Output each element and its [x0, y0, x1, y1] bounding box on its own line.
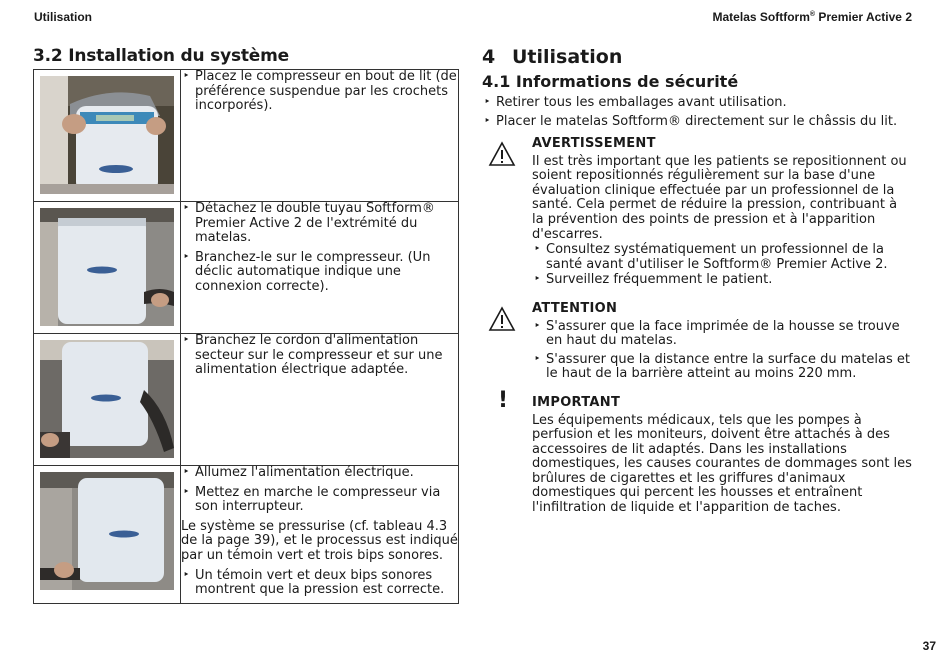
compressor-switch-photo [40, 472, 174, 590]
step-3-image-cell [34, 334, 181, 466]
step-1-image-cell [34, 70, 181, 202]
installation-steps-table [33, 69, 459, 604]
caution-triangle-icon [488, 306, 516, 332]
table-row [34, 70, 459, 202]
list-item: ‣ S'assurer que la face imprimée de la housse se trouve en haut du matelas. [532, 320, 912, 349]
warning-triangle-icon [488, 141, 516, 167]
warning-title: AVERTISSEMENT [532, 136, 656, 151]
warning-notice [482, 137, 912, 288]
step-4-text [181, 466, 459, 604]
table-row [34, 334, 459, 466]
step-3-text [181, 334, 459, 466]
page-number: 37 [922, 639, 936, 653]
step-2-image-cell [34, 202, 181, 334]
running-header-left: Utilisation [34, 10, 93, 24]
section-heading-utilisation: 4 Utilisation [482, 46, 623, 68]
compressor-hose-photo [40, 208, 174, 326]
list-item: ‣ Surveillez fréquemment le patient. [532, 273, 912, 288]
table-row [34, 466, 459, 604]
warning-text: Il est très important que les patients se repositionnent ou soient repositionnés régulièrement sur la base d'une évaluation clinique effectuée par un professionnel de la santé. Cela permet de réduire la pression, contribuant à la prévention des points de pression et à l'apparition d'escarres. [532, 153, 907, 242]
list-item: ‣ S'assurer que la distance entre la surface du matelas et le haut de la barrière atteint au moins 220 mm. [532, 353, 912, 382]
step-1-text [181, 70, 459, 202]
right-column [482, 46, 912, 516]
compressor-power-photo [40, 340, 174, 458]
list-item: ‣ Allumez l'alimentation électrique. [181, 466, 458, 481]
compressor-hook-photo [40, 76, 174, 194]
list-item: ‣ Branchez-le sur le compresseur. (Un déclic automatique indique une connexion correcte). [181, 251, 458, 295]
important-title: IMPORTANT [532, 394, 621, 410]
list-item: ‣ Un témoin vert et deux bips sonores montrent que la pression est correcte. [181, 569, 458, 598]
important-notice [482, 387, 912, 516]
list-item: ‣ Branchez le cordon d'alimentation secteur sur le compresseur et sur une alimentation électrique adaptée. [181, 334, 458, 378]
step-2-text [181, 202, 459, 334]
list-item: ‣ Détachez le double tuyau Softform® Premier Active 2 de l'extrémité du matelas. [181, 202, 458, 246]
exclamation-icon: ! [498, 387, 509, 413]
subsection-heading-safety: 4.1 Informations de sécurité [482, 72, 739, 91]
table-row [34, 202, 459, 334]
step-4-paragraph: Le système se pressurise (cf. tableau 4.3 de la page 39), et le processus est indiqué par un témoin vert et trois bips sonores. [181, 518, 458, 563]
section-title-installation: 3.2 Installation du système [33, 46, 289, 66]
list-item: ‣ Placer le matelas Softform® directement sur le châssis du lit. [482, 114, 912, 129]
important-text: Les équipements médicaux, tels que les pompes à perfusion et les moniteurs, doivent être attachés à des accessoires de lit adaptés. Dans les installations domestiques, les causes courantes de dommages sont les brûlures de cigarettes et les griffures d'animaux domestiques qui percent les housses et entraînent l'infiltration de liquide et l'apparition de taches. [532, 412, 912, 516]
step-4-image-cell [34, 466, 181, 604]
attention-notice [482, 302, 912, 382]
list-item: ‣ Placez le compresseur en bout de lit (de préférence suspendue par les crochets incorporés). [181, 70, 458, 114]
list-item: ‣ Consultez systématiquement un professionnel de la santé avant d'utiliser le Softform® Premier Active 2. [532, 243, 912, 272]
list-item: ‣ Retirer tous les emballages avant utilisation. [482, 95, 912, 110]
attention-title: ATTENTION [532, 300, 618, 316]
running-header-right: Matelas Softform® Premier Active 2 [712, 10, 912, 24]
list-item: ‣ Mettez en marche le compresseur via son interrupteur. [181, 486, 458, 515]
